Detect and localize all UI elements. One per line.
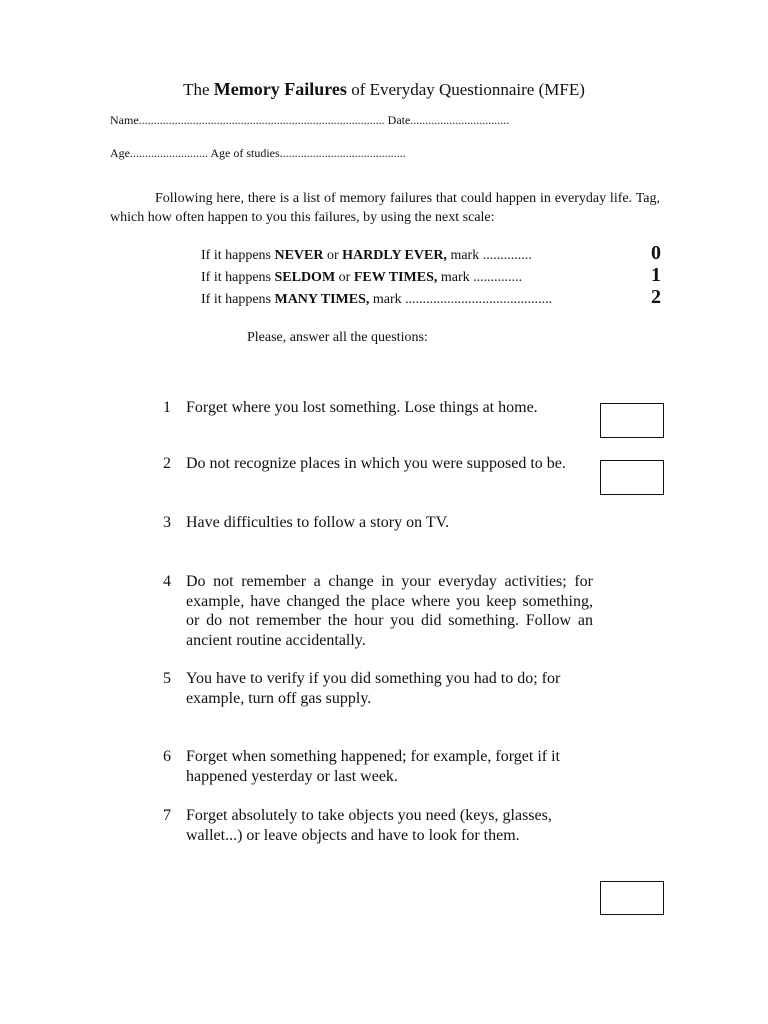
question-item-3 — [163, 513, 593, 533]
question-number: 3 — [163, 514, 171, 531]
question-text: Have difficulties to follow a story on TV. — [186, 514, 450, 531]
question-text: Forget when something happened; for example, forget if it happened yesterday or last week. — [186, 748, 560, 785]
title-prefix: The — [183, 80, 214, 99]
name-date-field[interactable]: Name.................................................................................. Date................................. — [110, 113, 510, 127]
instruction-text: Please, answer all the questions: — [247, 330, 428, 345]
question-item-4 — [163, 572, 593, 650]
question-text: Do not recognize places in which you were supposed to be. — [186, 455, 566, 472]
scale-row-1 — [201, 264, 661, 286]
title-bold: Memory Failures — [213, 79, 347, 99]
scale-value: 1 — [651, 264, 661, 286]
answer-box-2[interactable] — [600, 460, 664, 495]
question-number: 1 — [163, 399, 171, 416]
question-number: 7 — [163, 807, 171, 824]
scale-value: 2 — [651, 286, 661, 308]
question-text: Forget where you lost something. Lose things at home. — [186, 399, 538, 416]
question-number: 4 — [163, 573, 171, 590]
scale-text: or — [323, 248, 343, 263]
intro-paragraph: Following here, there is a list of memory failures that could happen in everyday life. Tag, which how often happen to you this failures, by using the next scale: — [110, 191, 660, 225]
answer-box-1[interactable] — [600, 403, 664, 438]
question-item-5 — [163, 669, 593, 708]
question-number: 6 — [163, 748, 171, 765]
scale-bold: MANY TIMES, — [274, 292, 370, 307]
question-item-2 — [163, 454, 593, 474]
scale-value: 0 — [651, 242, 661, 264]
page-title — [0, 79, 768, 100]
scale-row-0 — [201, 242, 661, 264]
scale-text: If it happens — [201, 292, 275, 307]
scale-text: mark .............. — [446, 248, 532, 263]
question-text: Forget absolutely to take objects you need (keys, glasses, wallet...) or leave objects and have to look for them. — [186, 807, 552, 844]
scale-text: If it happens — [201, 270, 275, 285]
question-item-7 — [163, 806, 603, 845]
scale-bold: FEW TIMES, — [353, 270, 438, 285]
scale-bold: SELDOM — [274, 270, 336, 285]
scale-text: mark .............. — [437, 270, 523, 285]
question-number: 2 — [163, 455, 171, 472]
title-suffix: of Everyday Questionnaire (MFE) — [346, 80, 585, 99]
scale-bold: NEVER — [274, 248, 324, 263]
question-item-1 — [163, 398, 593, 418]
answer-box-7[interactable] — [600, 881, 664, 915]
scale-row-2 — [201, 286, 661, 308]
question-number: 5 — [163, 670, 171, 687]
question-item-6 — [163, 747, 583, 786]
question-text: Do not remember a change in your everyday activities; for example, have changed the place where you keep something, or do not remember the hour you did something. Follow an ancient routine accidentally. — [186, 573, 593, 649]
scale-text: If it happens — [201, 248, 275, 263]
scale-bold: HARDLY EVER, — [342, 248, 447, 263]
question-text: You have to verify if you did something you had to do; for example, turn off gas supply. — [186, 670, 561, 707]
age-studies-field[interactable]: Age.......................... Age of studies.......................................... — [110, 146, 406, 160]
scale-text: mark .......................................... — [369, 292, 553, 307]
scale-text: or — [335, 270, 354, 285]
